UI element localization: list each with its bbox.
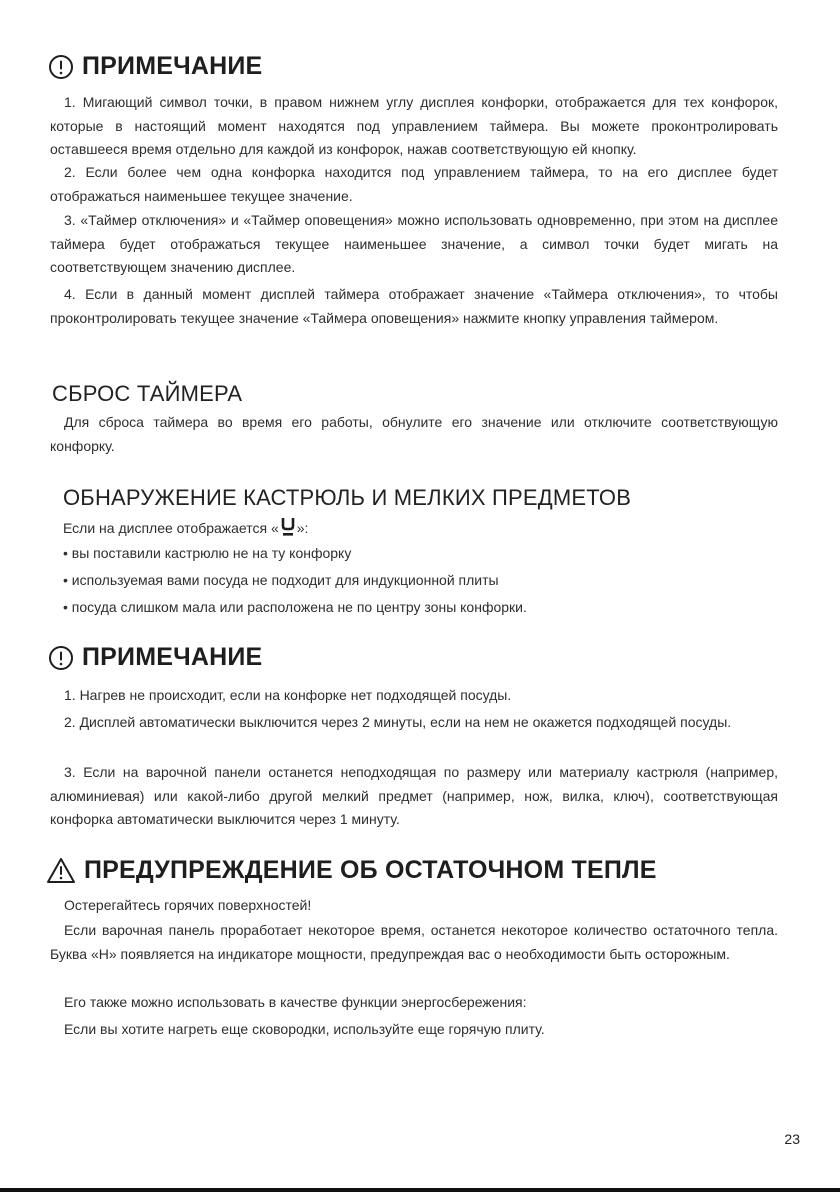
warning-heading <box>46 856 657 885</box>
warning-paragraph-1: Остерегайтесь горячих поверхностей! <box>64 897 312 913</box>
note-heading-2 <box>48 643 262 672</box>
detection-intro-end: »: <box>296 520 309 536</box>
page-number: 23 <box>784 1131 800 1147</box>
note-title-1: ПРИМЕЧАНИЕ <box>82 52 263 80</box>
reset-title: СБРОС ТАЙМЕРА <box>52 381 243 406</box>
reset-heading <box>52 381 242 407</box>
note1-paragraph-3: 3. «Таймер отключения» и «Таймер оповещения» можно использовать одновременно, при этом на дисплее таймера будет отображаться текущее наименьшее значение, а символ точки будет мигать на соответствующем значению дисплее. <box>50 212 778 275</box>
detection-item-2: • используемая вами посуда не подходит для индукционной плиты <box>63 572 499 588</box>
warning-triangle-icon <box>46 857 76 884</box>
warning-paragraph-4: Если вы хотите нагреть еще сковородки, используйте еще горячую плиту. <box>64 1021 545 1037</box>
detection-item-1: • вы поставили кастрюлю не на ту конфорку <box>63 545 352 561</box>
note-heading-1 <box>48 52 262 81</box>
detection-heading <box>63 485 631 511</box>
note2-paragraph-3: 3. Если на варочной панели останется неподходящая по размеру или материалу кастрюля (например, алюминиевая) или какой-либо другой мелкий предмет (например, нож, вилка, ключ), соответствующая конфорка автоматически выключится через 1 минуту. <box>50 764 778 827</box>
warning-paragraph-2: Если варочная панель проработает некоторое время, останется некоторое количество остаточного тепла. Буква «Н» появляется на индикаторе мощности, предупреждая вас о необходимости быть осторожным. <box>50 922 778 962</box>
note-title-2: ПРИМЕЧАНИЕ <box>82 643 263 671</box>
note2-paragraph-1: 1. Нагрев не происходит, если на конфорке нет подходящей посуды. <box>64 687 512 703</box>
detection-intro-text: Если на дисплее отображается « <box>63 520 279 536</box>
pan-absent-symbol-icon <box>281 516 295 538</box>
exclamation-circle-icon <box>48 54 74 80</box>
detection-item-3: • посуда слишком мала или расположена не по центру зоны конфорки. <box>63 599 527 615</box>
bottom-rule <box>0 1188 840 1192</box>
warning-title: ПРЕДУПРЕЖДЕНИЕ ОБ ОСТАТОЧНОМ ТЕПЛЕ <box>84 856 657 884</box>
detection-intro <box>63 516 308 538</box>
note1-paragraph-1: 1. Мигающий символ точки, в правом нижнем углу дисплея конфорки, отображается для тех конфорок, которые в настоящий момент находятся под управлением таймера. Вы можете проконтролировать оставшееся время отдельно для каждой из конфорок, нажав соответствующую ей кнопку. <box>50 94 778 157</box>
exclamation-circle-icon <box>48 645 74 671</box>
warning-paragraph-3: Его также можно использовать в качестве функции энергосбережения: <box>64 994 527 1010</box>
note2-paragraph-2: 2. Дисплей автоматически выключится через 2 минуты, если на нем не окажется подходящей посуды. <box>64 714 732 730</box>
reset-paragraph: Для сброса таймера во время его работы, обнулите его значение или отключите соответствующую конфорку. <box>50 414 778 454</box>
note1-paragraph-2: 2. Если более чем одна конфорка находится под управлением таймера, то на его дисплее будет отображаться наименьшее текущее значение. <box>50 164 778 204</box>
note1-paragraph-4: 4. Если в данный момент дисплей таймера отображает значение «Таймера отключения», то чтобы проконтролировать текущее значение «Таймера оповещения» нажмите кнопку управления таймером. <box>50 286 778 326</box>
detection-title: ОБНАРУЖЕНИЕ КАСТРЮЛЬ И МЕЛКИХ ПРЕДМЕТОВ <box>63 485 632 510</box>
